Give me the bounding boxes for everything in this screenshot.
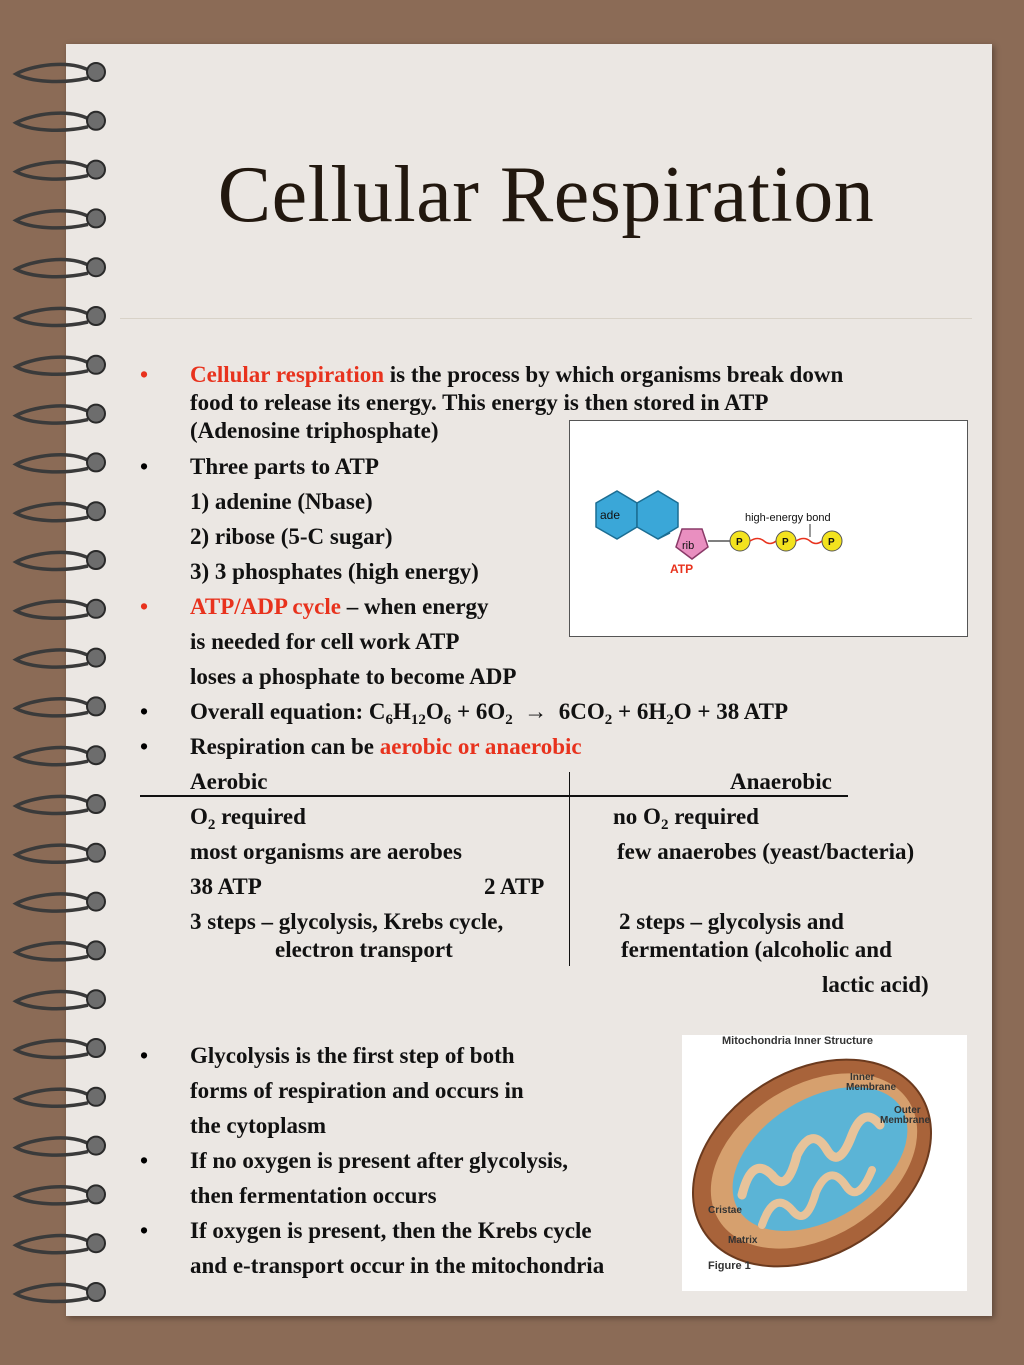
bullet-3-line-1	[190, 593, 489, 621]
spiral-hole	[87, 600, 105, 618]
spiral-ring	[16, 308, 92, 325]
spiral-hole	[87, 1137, 105, 1155]
table-r4-left-1: 3 steps – glycolysis, Krebs cycle,	[190, 909, 504, 934]
bullet-8-line-2: and e-transport occur in the mitochondria	[190, 1253, 605, 1278]
spiral-hole	[87, 258, 105, 276]
bullet-4: •	[140, 699, 149, 724]
table-r3-left: 38 ATP	[190, 874, 262, 899]
bullet-5: •	[140, 734, 149, 759]
table-r1-left: $O_2$ required	[190, 804, 306, 833]
atp-figure	[569, 420, 968, 637]
spiral-ring	[16, 1040, 92, 1057]
table-r1-right: no $O_2$ required	[613, 804, 759, 833]
arrow-icon: →	[524, 699, 548, 724]
table-header-rule	[140, 795, 848, 797]
bullet-6-line-1: Glycolysis is the first step of both	[190, 1043, 515, 1068]
high-energy-bond-label: high-energy bond	[745, 512, 831, 524]
bullet-6: •	[140, 1043, 149, 1068]
atp-part-1: 1) adenine (Nbase)	[190, 489, 373, 514]
spiral-ring	[16, 260, 92, 277]
bullet-8: •	[140, 1218, 149, 1243]
spiral-ring	[16, 894, 92, 911]
svg-text:Membrane: Membrane	[880, 1115, 931, 1126]
spiral-ring	[16, 552, 92, 569]
overall-equation: Overall equation: $C_6H_{12}O_6 + 6O_2 \to 6CO_2 + 6H_2O + 38$ ATP	[190, 699, 789, 728]
svg-text:P: P	[736, 537, 743, 548]
bullet-1: •	[140, 362, 149, 387]
table-r2-left: most organisms are aerobes	[190, 839, 462, 864]
spiral-ring	[16, 845, 92, 862]
title-divider	[120, 318, 972, 319]
svg-text:P: P	[782, 537, 789, 548]
spiral-hole	[87, 697, 105, 715]
table-column-rule	[569, 772, 570, 966]
table-r2-right: few anaerobes (yeast/bacteria)	[617, 839, 915, 864]
spiral-hole	[87, 1088, 105, 1106]
table-head-aerobic: Aerobic	[190, 769, 268, 794]
bullet-3-line-2: is needed for cell work ATP	[190, 629, 460, 654]
bullet-5-text: Respiration can be aerobic or anaerobic	[190, 734, 582, 759]
atp-diagram	[570, 421, 967, 636]
bullet-6-line-3: the cytoplasm	[190, 1113, 327, 1138]
spiral-hole	[87, 1039, 105, 1057]
spiral-ring	[16, 1089, 92, 1106]
rib-label: rib	[682, 540, 695, 552]
bullet-3: •	[140, 594, 149, 619]
term-cellular-respiration: Cellular respiration	[190, 362, 385, 387]
spiral-ring	[16, 1138, 92, 1155]
svg-text:Membrane: Membrane	[846, 1082, 897, 1093]
spiral-ring	[16, 748, 92, 765]
spiral-hole	[87, 990, 105, 1008]
spiral-hole	[87, 649, 105, 667]
table-r4-right-1: 2 steps – glycolysis and	[619, 909, 844, 934]
atp-label: ATP	[670, 562, 694, 576]
term-aerobic-anaerobic: aerobic or anaerobic	[379, 734, 582, 759]
atp-part-2: 2) ribose (5-C sugar)	[190, 524, 393, 549]
outer-membrane-label: Outer	[894, 1105, 921, 1116]
bullet-3-line-3: loses a phosphate to become ADP	[190, 664, 517, 689]
bullet-7: •	[140, 1148, 149, 1173]
spiral-ring	[16, 455, 92, 472]
spiral-hole	[87, 746, 105, 764]
table-r4-left-2: electron transport	[275, 937, 453, 962]
bullet-3-text: – when energy	[340, 594, 489, 619]
spiral-ring	[16, 943, 92, 960]
bullet-1-line-1	[190, 361, 843, 389]
table-head-anaerobic: Anaerobic	[730, 769, 832, 794]
spiral-ring	[16, 406, 92, 423]
second-ring-hexagon	[637, 491, 678, 539]
mitochondria-figure	[682, 1035, 967, 1291]
spiral-ring	[16, 796, 92, 813]
page-title: Cellular Respiration	[217, 151, 875, 239]
spiral-ring	[16, 1236, 92, 1253]
ade-label: ade	[600, 508, 621, 522]
spiral-ring	[16, 1187, 92, 1204]
table-r3-mid: 2 ATP	[484, 874, 545, 899]
figure-label: Figure 1	[708, 1260, 751, 1272]
spiral-hole	[87, 941, 105, 959]
mitochondria-diagram	[682, 1035, 967, 1291]
mito-title: Mitochondria Inner Structure	[722, 1035, 873, 1047]
spiral-hole	[87, 1185, 105, 1203]
bullet-1-line-3: (Adenosine triphosphate)	[190, 418, 439, 443]
spiral-ring	[16, 64, 92, 81]
spiral-hole	[87, 63, 105, 81]
matrix-label: Matrix	[728, 1235, 758, 1246]
svg-text:P: P	[828, 537, 835, 548]
table-r4-right-3: lactic acid)	[822, 972, 929, 997]
spiral-ring	[16, 992, 92, 1009]
spiral-hole	[87, 307, 105, 325]
spiral-hole	[87, 453, 105, 471]
spiral-ring	[16, 650, 92, 667]
atp-part-3: 3) 3 phosphates (high energy)	[190, 559, 479, 584]
bullet-2: •	[140, 454, 149, 479]
bullet-7-line-1: If no oxygen is present after glycolysis,	[190, 1148, 568, 1173]
spiral-hole	[87, 551, 105, 569]
bullet-8-line-1: If oxygen is present, then the Krebs cycle	[190, 1218, 592, 1243]
spiral-hole	[87, 405, 105, 423]
inner-membrane-label: Inner	[850, 1072, 875, 1083]
spiral-ring	[16, 504, 92, 521]
cristae-label: Cristae	[708, 1205, 742, 1216]
spiral-ring	[16, 699, 92, 716]
spiral-hole	[87, 1234, 105, 1252]
spiral-hole	[87, 112, 105, 130]
term-atp-adp-cycle: ATP/ADP cycle	[190, 594, 341, 619]
spiral-hole	[87, 356, 105, 374]
spiral-ring	[16, 601, 92, 618]
spiral-ring	[16, 1284, 92, 1301]
bullet-1-text: is the process by which organisms break down	[384, 362, 844, 387]
table-r4-right-2: fermentation (alcoholic and	[621, 937, 892, 962]
bullet-1-line-2: food to release its energy. This energy is then stored in ATP	[190, 390, 769, 415]
spiral-ring	[16, 113, 92, 130]
bullet-2-text: Three parts to ATP	[190, 454, 379, 479]
spiral-hole	[87, 893, 105, 911]
bullet-7-line-2: then fermentation occurs	[190, 1183, 437, 1208]
spiral-hole	[87, 502, 105, 520]
spiral-hole	[87, 1283, 105, 1301]
bullet-6-line-2: forms of respiration and occurs in	[190, 1078, 524, 1103]
spiral-hole	[87, 795, 105, 813]
spiral-ring	[16, 357, 92, 374]
spiral-hole	[87, 844, 105, 862]
